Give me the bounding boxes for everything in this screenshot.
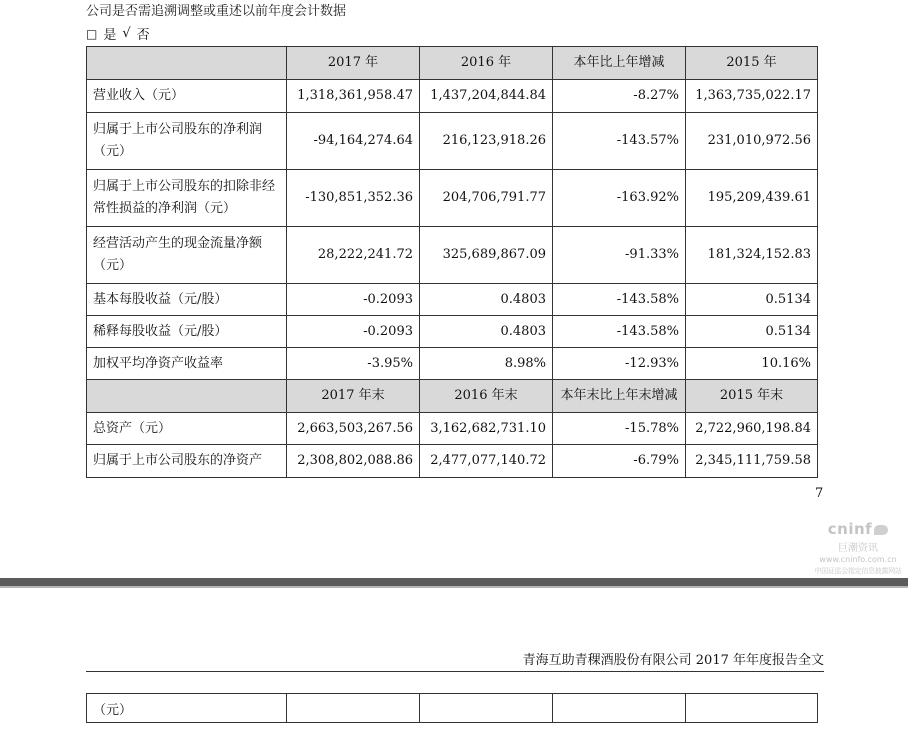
value-cell: 195,209,439.61	[686, 170, 818, 227]
change-cell: -143.58%	[553, 316, 686, 348]
row-label: 经营活动产生的现金流量净额（元）	[87, 227, 287, 284]
value-cell: 28,222,241.72	[287, 227, 420, 284]
row-label: 归属于上市公司股东的净利润（元）	[87, 113, 287, 170]
value-cell: 0.4803	[420, 284, 553, 316]
row-label: 总资产（元）	[87, 413, 287, 445]
value-cell	[686, 694, 818, 723]
value-cell: -3.95%	[287, 348, 420, 380]
header-cell: 2016 年	[420, 47, 553, 80]
change-cell: -143.57%	[553, 113, 686, 170]
page-separator	[0, 578, 908, 586]
header-cell: 2016 年末	[420, 380, 553, 413]
value-cell: -94,164,274.64	[287, 113, 420, 170]
row-label: （元）	[87, 694, 287, 723]
value-cell: 204,706,791.77	[420, 170, 553, 227]
table-header-row	[87, 47, 818, 80]
restatement-option	[86, 24, 150, 43]
value-cell: 8.98%	[420, 348, 553, 380]
financial-data-table	[86, 46, 818, 478]
change-cell: -91.33%	[553, 227, 686, 284]
header-cell: 本年比上年增减	[553, 47, 686, 80]
value-cell	[420, 694, 553, 723]
value-cell: 181,324,152.83	[686, 227, 818, 284]
value-cell: -0.2093	[287, 284, 420, 316]
table-row	[87, 113, 818, 170]
header-cell: 本年末比上年末增减	[553, 380, 686, 413]
value-cell: -130,851,352.36	[287, 170, 420, 227]
value-cell: 0.4803	[420, 316, 553, 348]
no-label: 否	[136, 28, 150, 43]
value-cell: 1,363,735,022.17	[686, 80, 818, 113]
value-cell: 10.16%	[686, 348, 818, 380]
cninfo-logo-icon	[808, 520, 908, 538]
header-cell: 2015 年末	[686, 380, 818, 413]
table-header-row	[87, 380, 818, 413]
header-cell: 2017 年末	[287, 380, 420, 413]
value-cell	[287, 694, 420, 723]
change-cell: -15.78%	[553, 413, 686, 445]
header-cell: 2015 年	[686, 47, 818, 80]
value-cell: 231,010,972.56	[686, 113, 818, 170]
change-cell: -12.93%	[553, 348, 686, 380]
value-cell: -0.2093	[287, 316, 420, 348]
table-row	[87, 227, 818, 284]
value-cell: 2,477,077,140.72	[420, 445, 553, 478]
row-label: 加权平均净资产收益率	[87, 348, 287, 380]
table-row	[87, 348, 818, 380]
checkbox-icon: □	[86, 26, 98, 41]
change-cell: -6.79%	[553, 445, 686, 478]
header-cell	[87, 47, 287, 80]
value-cell: 1,318,361,958.47	[287, 80, 420, 113]
value-cell: 2,345,111,759.58	[686, 445, 818, 478]
table-row	[87, 694, 818, 723]
page-number: 7	[815, 486, 824, 501]
value-cell: 216,123,918.26	[420, 113, 553, 170]
yes-label: 是	[103, 28, 117, 43]
report-header: 青海互助青稞酒股份有限公司 2017 年年度报告全文	[86, 649, 824, 672]
value-cell: 1,437,204,844.84	[420, 80, 553, 113]
value-cell: 0.5134	[686, 316, 818, 348]
table-row	[87, 80, 818, 113]
table-row	[87, 413, 818, 445]
change-cell: -143.58%	[553, 284, 686, 316]
change-cell: -163.92%	[553, 170, 686, 227]
value-cell: 2,722,960,198.84	[686, 413, 818, 445]
cninfo-watermark	[808, 520, 908, 576]
watermark-url: www.cninfo.com.cn	[819, 555, 897, 564]
change-cell: -8.27%	[553, 80, 686, 113]
value-cell: 2,308,802,088.86	[287, 445, 420, 478]
row-label: 基本每股收益（元/股）	[87, 284, 287, 316]
header-cell	[87, 380, 287, 413]
row-label: 归属于上市公司股东的净资产	[87, 445, 287, 478]
table-row	[87, 284, 818, 316]
value-cell: 3,162,682,731.10	[420, 413, 553, 445]
intro-line: 公司是否需追溯调整或重述以前年度会计数据	[86, 4, 347, 19]
change-cell	[553, 694, 686, 723]
header-cell: 2017 年	[287, 47, 420, 80]
check-mark-icon: √	[122, 26, 131, 41]
row-label: 归属于上市公司股东的扣除非经常性损益的净利润（元）	[87, 170, 287, 227]
watermark-name: 巨潮资讯	[838, 543, 878, 554]
watermark-logo-text: cninf	[827, 520, 873, 538]
table-row	[87, 445, 818, 478]
table-row	[87, 170, 818, 227]
watermark-tagline: 中国证监会指定信息披露网站	[814, 567, 902, 575]
continued-table	[86, 693, 818, 723]
row-label: 稀释每股收益（元/股）	[87, 316, 287, 348]
table-row	[87, 316, 818, 348]
value-cell: 2,663,503,267.56	[287, 413, 420, 445]
row-label: 营业收入（元）	[87, 80, 287, 113]
value-cell: 0.5134	[686, 284, 818, 316]
value-cell: 325,689,867.09	[420, 227, 553, 284]
